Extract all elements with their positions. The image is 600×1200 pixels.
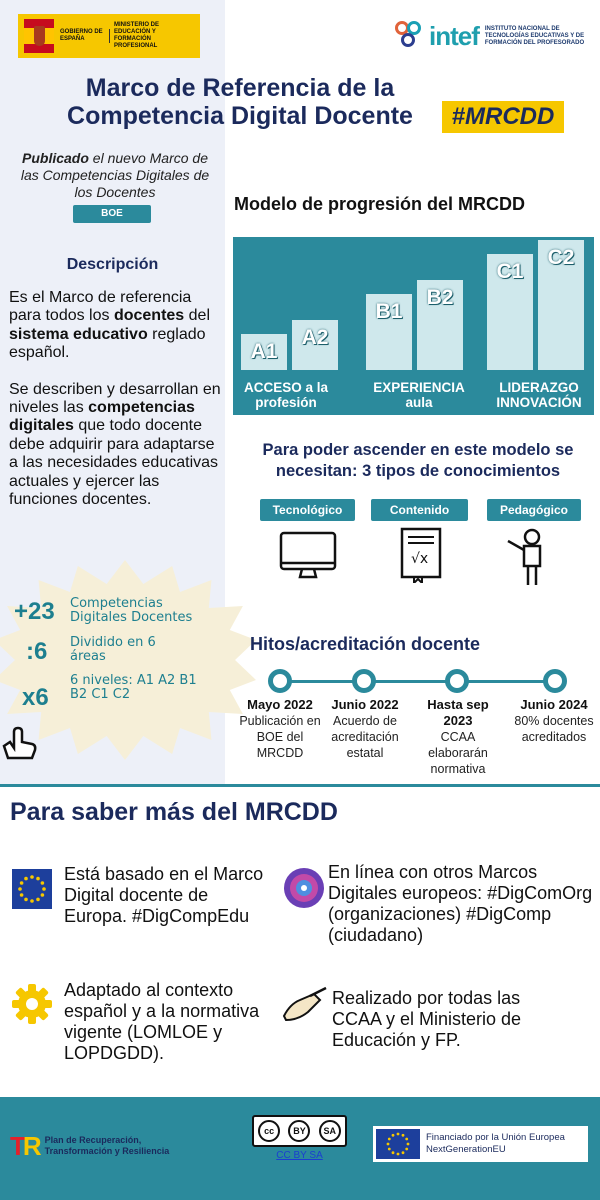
more-item-ccaa: Realizado por todas las CCAA y el Ministerio de Educación y FP. [332, 988, 522, 1050]
gov-logo-line1: GOBIERNO DE ESPAÑA [60, 29, 110, 43]
knowledge-contenido-button[interactable]: Contenido [371, 499, 468, 521]
group-label-acceso: ACCESO a la profesión [243, 380, 329, 410]
level-code: A2 [301, 326, 329, 349]
stat-competencias-text: Competencias Digitales Docentes [70, 596, 193, 625]
cc-sa-icon: SA [319, 1120, 341, 1142]
level-code: B1 [375, 300, 403, 323]
published-bold: Publicado [22, 150, 89, 166]
cc-license-link[interactable]: CC BY SA [276, 1150, 323, 1161]
knowledge-pedagogico-button[interactable]: Pedagógico [487, 499, 581, 521]
progression-title: Modelo de progresión del MRCDD [234, 194, 526, 214]
monitor-icon [278, 527, 338, 583]
prtr-logo [10, 1125, 206, 1167]
gov-logo-line2: MINISTERIO DE EDUCACIÓN Y FORMACIÓN PROFESIONAL [114, 22, 160, 49]
page-title: Marco de Referencia de la Competencia Digital Docente [67, 74, 413, 130]
level-bar-a2 [292, 320, 338, 370]
intef-rings-icon [393, 19, 427, 53]
description-paragraph-1: Es el Marco de referencia para todos los docentes del sistema educativo reglado español. [9, 289, 210, 362]
teacher-icon [502, 527, 550, 587]
eu-flag-icon [12, 869, 52, 909]
milestone-item: Junio 2022 Acuerdo de acreditación estatal [331, 697, 399, 760]
timeline-dot [543, 669, 567, 693]
eu-flag-icon [376, 1129, 420, 1159]
timeline-dot [352, 669, 376, 693]
level-bar-a1 [241, 334, 287, 370]
intef-wordmark: intef [429, 20, 479, 51]
writing-hand-icon [280, 986, 328, 1026]
level-bar-c2 [538, 240, 584, 370]
milestone-item: Hasta sep 2023 CCAA elaborarán normativa [427, 697, 489, 776]
group-label-liderazgo: LIDERAZGO INNOVACIÓN [496, 380, 582, 410]
milestones-title: Hitos/acreditación docente [250, 634, 481, 654]
stat-competencias-number: +23 [14, 598, 55, 625]
level-bar-b1 [366, 294, 412, 370]
svg-text:√x: √x [411, 551, 429, 567]
pointing-hand-icon [0, 720, 40, 760]
timeline-line [280, 680, 558, 683]
stat-niveles-text: 6 niveles: A1 A2 B1 B2 C1 C2 [70, 673, 197, 702]
published-note [20, 150, 210, 201]
eu-funding-text: Financiado por la Unión Europea NextGenerationEU [426, 1132, 565, 1155]
knowledge-tecnologico-button[interactable]: Tecnológico [260, 499, 355, 521]
intef-full-name: INSTITUTO NACIONAL DE TECNOLOGÍAS EDUCATIVAS Y DE FORMACIÓN DEL PROFESORADO [484, 25, 585, 46]
milestone-item: Junio 2024 80% docentes acreditados [514, 697, 594, 744]
boe-button[interactable]: BOE [73, 205, 151, 223]
cc-by-icon: BY [288, 1120, 310, 1142]
prtr-mark-icon: TR [10, 1130, 39, 1161]
group-label-experiencia: EXPERIENCIA aula [373, 380, 465, 410]
level-code: A1 [250, 340, 278, 363]
description-title: Descripción [66, 256, 159, 273]
cc-license-badge[interactable] [252, 1115, 347, 1147]
timeline-dot [445, 669, 469, 693]
cc-icon: cc [258, 1120, 280, 1142]
description-text [9, 289, 221, 527]
hashtag-badge: #MRCDD [442, 101, 564, 133]
more-item-digcompedu: Está basado en el Marco Digital docente de Europa. #DigCompEdu [64, 864, 264, 926]
more-item-adaptado: Adaptado al contexto español y a la normativa vigente (LOMLOE y LOPDGDD). [64, 980, 260, 1063]
intef-logo [393, 18, 593, 54]
stat-niveles-number: x6 [22, 684, 49, 711]
prtr-text: Plan de Recuperación, Transformación y Resiliencia [44, 1135, 170, 1156]
published-rest: el nuevo Marco de las Competencias Digitales de los Docentes [20, 150, 210, 200]
gear-icon [10, 982, 54, 1026]
knowledge-title: Para poder ascender en este modelo se necesitan: 3 tipos de conocimientos [262, 441, 574, 480]
more-info-title: Para saber más del MRCDD [10, 798, 338, 826]
eu-funding-logo [373, 1126, 588, 1162]
digital-swirl-icon [282, 866, 326, 910]
description-paragraph-2: Se describen y desarrollan en niveles las competencias digitales que todo docente debe adquirir para adaptarse a las necesidades educativas actuales y ejercer las funciones docentes. [9, 380, 221, 509]
level-bar-c1 [487, 254, 533, 370]
more-item-european-frameworks: En línea con otros Marcos Digitales europeos: #DigComOrg (organizaciones) #DigComp (ciudadano) [328, 862, 593, 945]
stat-areas-text: Dividido en 6 áreas [70, 635, 156, 664]
level-code: C1 [496, 260, 524, 283]
stat-areas-number: :6 [26, 638, 48, 665]
milestone-item: Mayo 2022 Publicación en BOE del MRCDD [239, 697, 321, 760]
timeline-dot [268, 669, 292, 693]
level-code: C2 [547, 246, 575, 269]
spain-flag-icon [24, 19, 54, 53]
level-code: B2 [426, 286, 454, 309]
level-bar-b2 [417, 280, 463, 370]
government-logo [18, 14, 200, 58]
math-book-icon [396, 527, 446, 583]
